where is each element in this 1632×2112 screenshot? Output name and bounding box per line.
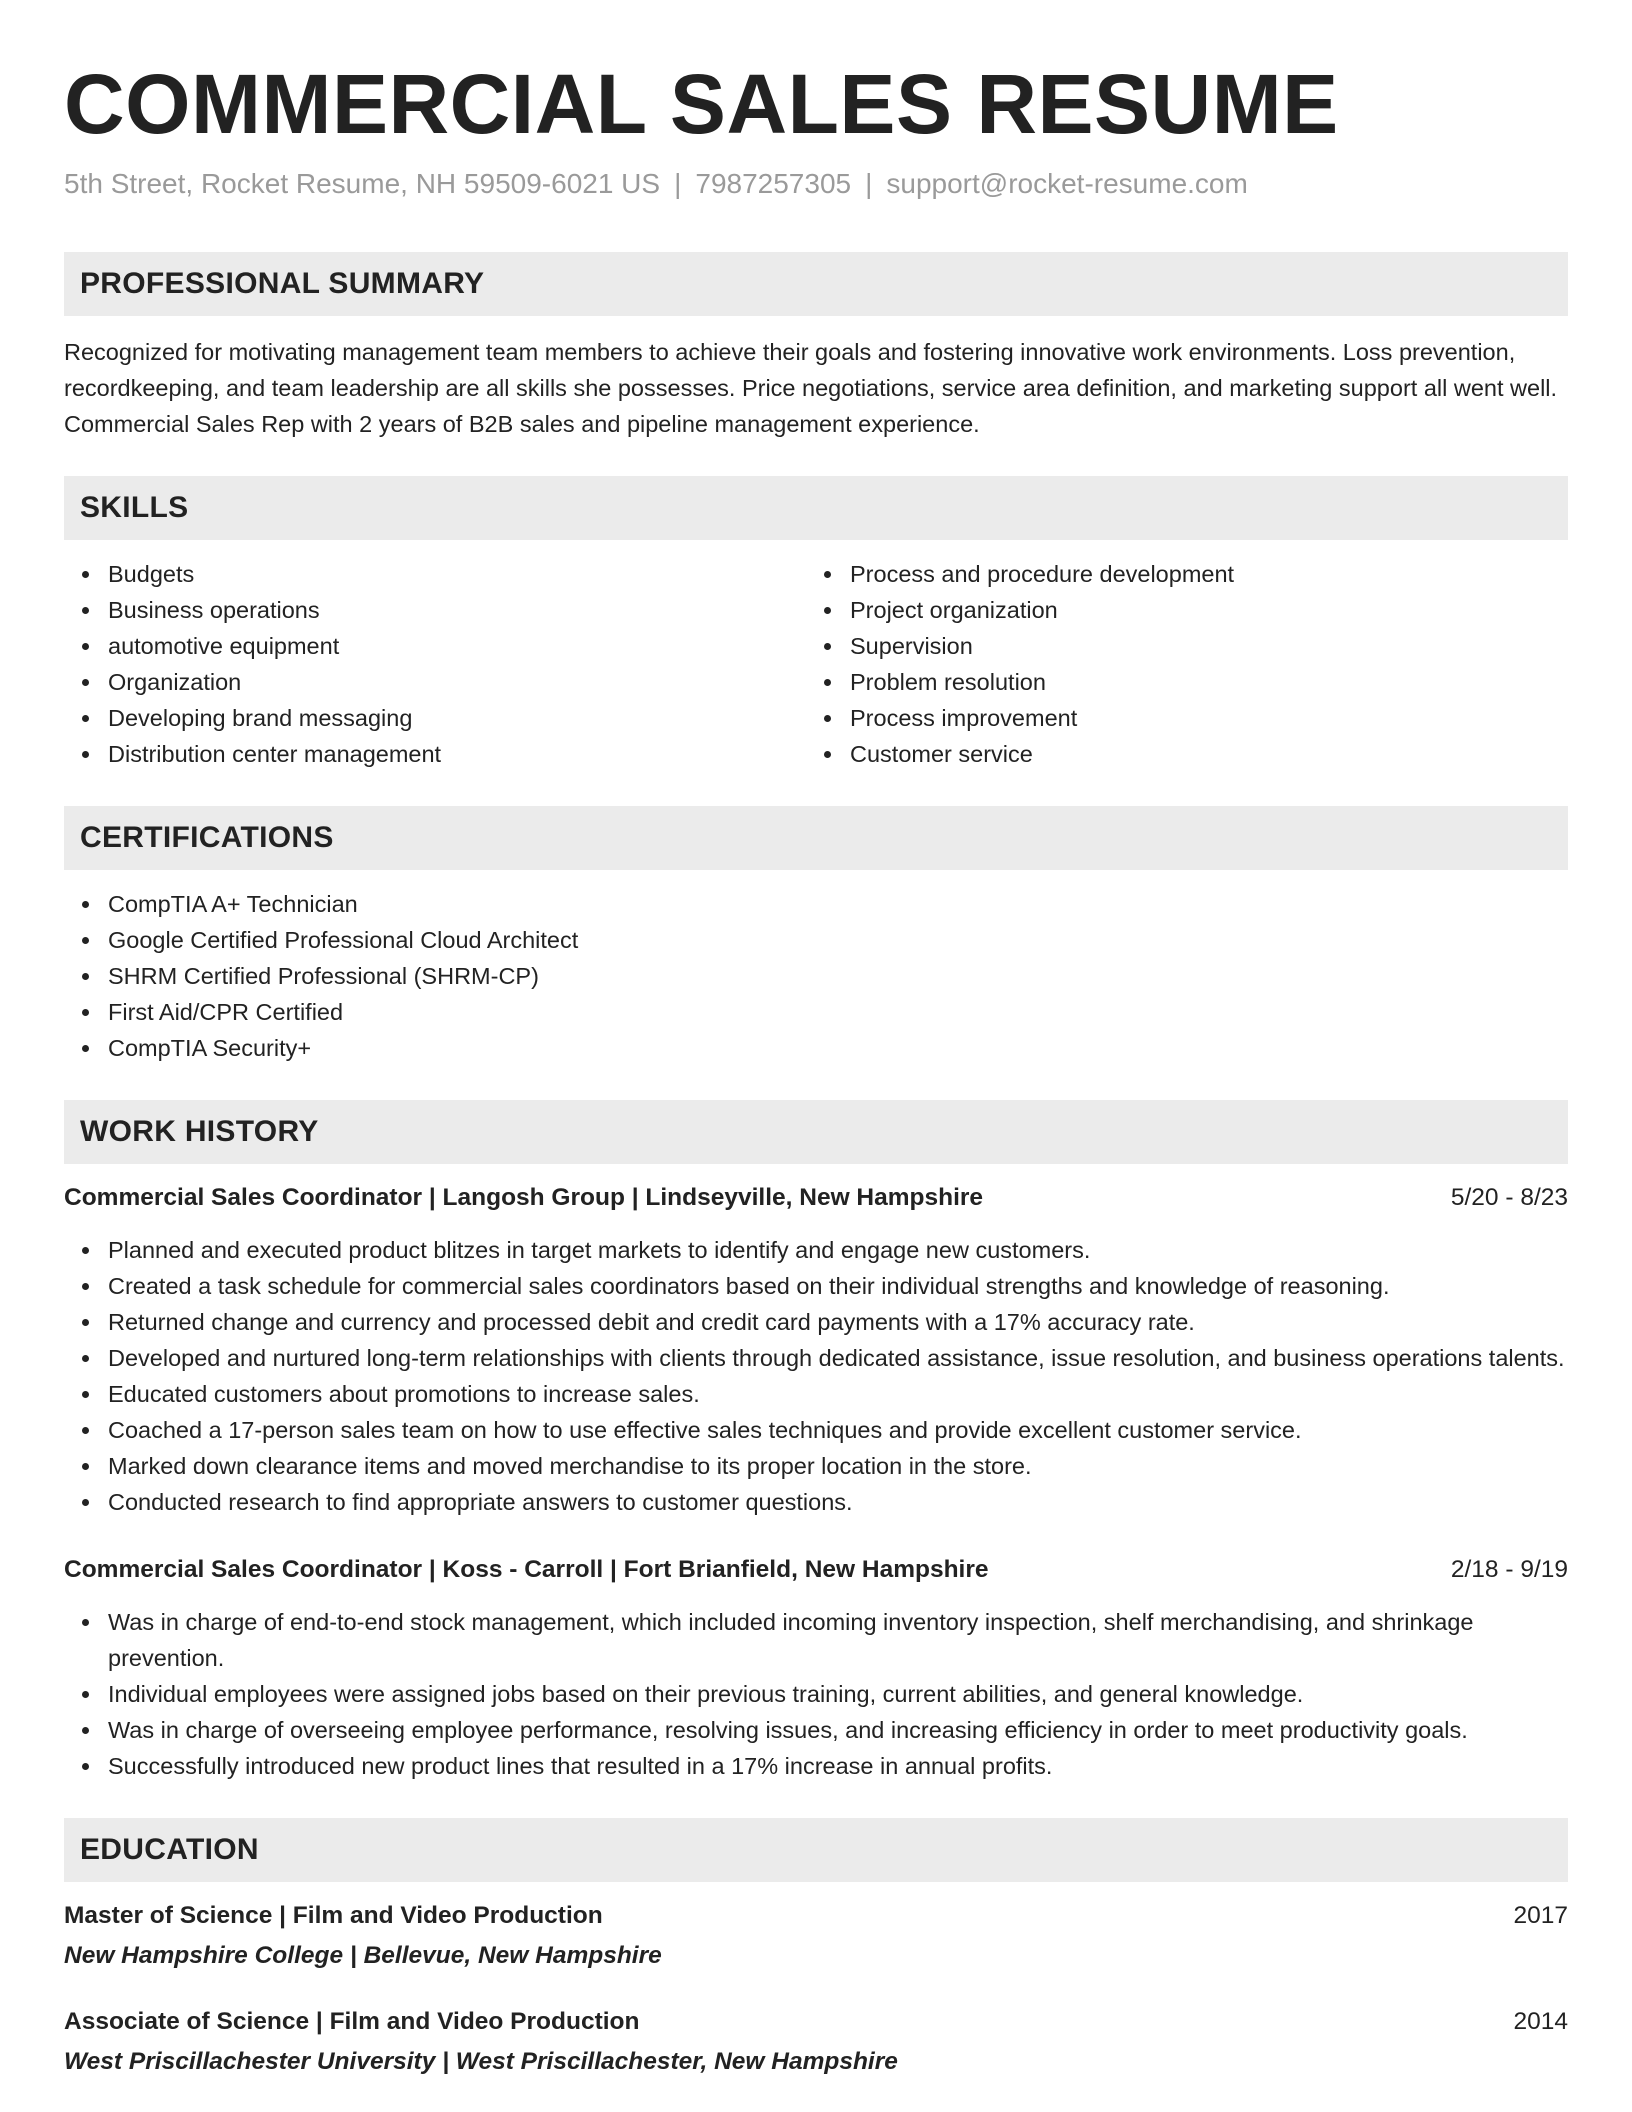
job-bullet: Created a task schedule for commercial sales coordinators based on their individual strengths and knowledge of reasoning. <box>64 1268 1568 1304</box>
contact-separator: | <box>674 168 682 199</box>
contact-email: support@rocket-resume.com <box>886 168 1248 199</box>
section-header-skills: SKILLS <box>64 476 1568 540</box>
certification-item: First Aid/CPR Certified <box>64 994 1568 1030</box>
skill-item: Developing brand messaging <box>64 700 806 736</box>
summary-text: Recognized for motivating management team members to achieve their goals and fostering innovative work environments. Loss prevention, recordkeeping, and team leadership are all skills she possesses. Price negotiations, service area definition, and marketing support all went well. Commercial Sales Rep with 2 years of B2B sales and pipeline management experience. <box>64 339 1558 437</box>
job-dates: 2/18 - 9/19 <box>1450 1556 1568 1583</box>
certifications-list <box>64 886 1568 1066</box>
education-header <box>64 1898 1568 1934</box>
skills-column-right <box>806 556 1548 772</box>
skill-item: Business operations <box>64 592 806 628</box>
education-entry <box>64 1898 1568 1974</box>
skills-column-left <box>64 556 806 772</box>
job-entry <box>64 1180 1568 1520</box>
education-year: 2017 <box>1513 1902 1568 1929</box>
skill-item: Budgets <box>64 556 806 592</box>
skill-item: Organization <box>64 664 806 700</box>
job-bullet: Coached a 17-person sales team on how to use effective sales techniques and provide excellent customer service. <box>64 1412 1568 1448</box>
certification-item: SHRM Certified Professional (SHRM-CP) <box>64 958 1568 994</box>
certification-item: CompTIA Security+ <box>64 1030 1568 1066</box>
job-bullet: Planned and executed product blitzes in target markets to identify and engage new customers. <box>64 1232 1568 1268</box>
skill-item: Problem resolution <box>806 664 1548 700</box>
education-degree: Master of Science | Film and Video Production <box>64 1902 603 1929</box>
skill-item: Distribution center management <box>64 736 806 772</box>
skill-item: Project organization <box>806 592 1548 628</box>
skill-item: Process and procedure development <box>806 556 1548 592</box>
job-title: Commercial Sales Coordinator | Koss - Carroll | Fort Brianfield, New Hampshire <box>64 1556 989 1583</box>
education-year: 2014 <box>1513 2008 1568 2035</box>
section-header-certifications: CERTIFICATIONS <box>64 806 1568 870</box>
contact-phone: 7987257305 <box>695 168 852 199</box>
education-header <box>64 2004 1568 2040</box>
job-bullet: Developed and nurtured long-term relationships with clients through dedicated assistance, issue resolution, and business operations talents. <box>64 1340 1568 1376</box>
skill-item: Process improvement <box>806 700 1548 736</box>
contact-address: 5th Street, Rocket Resume, NH 59509-6021 US <box>64 168 661 199</box>
resume-page <box>64 0 1568 2080</box>
certification-item: CompTIA A+ Technician <box>64 886 1568 922</box>
job-title: Commercial Sales Coordinator | Langosh Group | Lindseyville, New Hampshire <box>64 1184 984 1211</box>
education-degree: Associate of Science | Film and Video Production <box>64 2008 640 2035</box>
job-bullet: Returned change and currency and processed debit and credit card payments with a 17% accuracy rate. <box>64 1304 1568 1340</box>
job-bullet: Educated customers about promotions to increase sales. <box>64 1376 1568 1412</box>
section-header-education: EDUCATION <box>64 1818 1568 1882</box>
certification-item: Google Certified Professional Cloud Architect <box>64 922 1568 958</box>
education-school: West Priscillachester University | West Priscillachester, New Hampshire <box>64 2048 898 2075</box>
skill-item: Customer service <box>806 736 1548 772</box>
job-header <box>64 1552 1568 1588</box>
job-bullet: Individual employees were assigned jobs based on their previous training, current abilities, and general knowledge. <box>64 1676 1568 1712</box>
resume-title: COMMERCIAL SALES RESUME <box>64 57 1339 151</box>
contact-separator: | <box>865 168 873 199</box>
job-dates: 5/20 - 8/23 <box>1450 1184 1568 1211</box>
job-bullet: Was in charge of overseeing employee performance, resolving issues, and increasing efficiency in order to meet productivity goals. <box>64 1712 1568 1748</box>
job-bullet: Successfully introduced new product lines that resulted in a 17% increase in annual profits. <box>64 1748 1568 1784</box>
job-bullet: Marked down clearance items and moved merchandise to its proper location in the store. <box>64 1448 1568 1484</box>
contact-line <box>64 164 1568 204</box>
job-entry <box>64 1552 1568 1784</box>
job-bullets <box>64 1604 1568 1784</box>
job-bullet: Was in charge of end-to-end stock management, which included incoming inventory inspection, shelf merchandising, and shrinkage prevention. <box>64 1604 1568 1676</box>
job-header <box>64 1180 1568 1216</box>
section-header-summary: PROFESSIONAL SUMMARY <box>64 252 1568 316</box>
skill-item: Supervision <box>806 628 1548 664</box>
education-school: New Hampshire College | Bellevue, New Hampshire <box>64 1942 662 1969</box>
skill-item: automotive equipment <box>64 628 806 664</box>
education-entry <box>64 2004 1568 2080</box>
section-header-work-history: WORK HISTORY <box>64 1100 1568 1164</box>
job-bullet: Conducted research to find appropriate answers to customer questions. <box>64 1484 1568 1520</box>
job-bullets <box>64 1232 1568 1520</box>
skills-grid <box>64 556 1568 772</box>
